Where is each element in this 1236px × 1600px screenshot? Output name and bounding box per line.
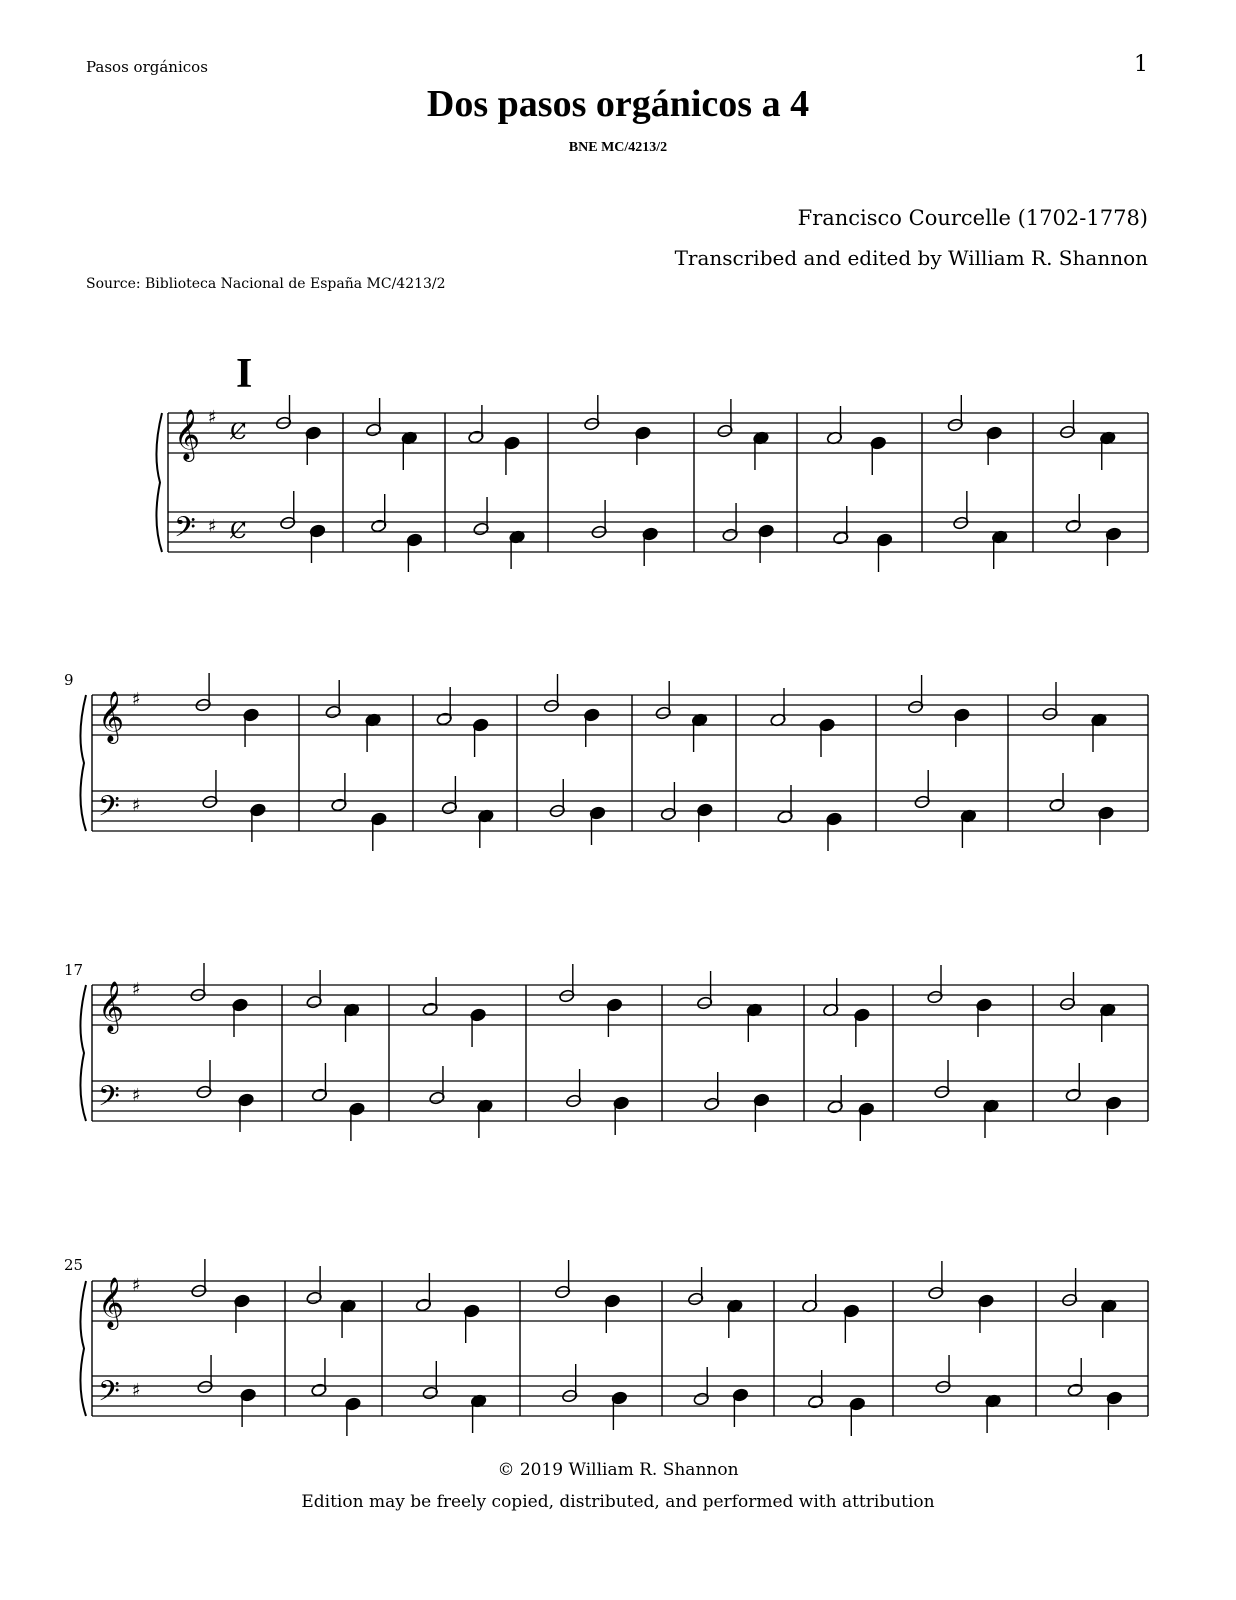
score-system-3 xyxy=(0,963,1236,1178)
bass-clef: 𝄢 xyxy=(174,511,196,551)
measure-number: 25 xyxy=(64,1258,84,1274)
measure-number: 9 xyxy=(64,673,74,689)
page-number: 1 xyxy=(1134,52,1148,77)
bass-clef: 𝄢 xyxy=(98,1080,120,1120)
copyright: © 2019 William R. Shannon xyxy=(497,1460,739,1480)
section-label: I xyxy=(236,351,253,397)
catalog-number: BNE MC/4213/2 xyxy=(568,140,668,155)
staff-brace xyxy=(156,413,162,552)
treble-clef: 𝄞 xyxy=(98,1277,125,1328)
key-signature-sharp: ♯ xyxy=(132,689,141,710)
bass-clef: 𝄢 xyxy=(98,790,120,830)
bass-clef: 𝄢 xyxy=(98,1375,120,1415)
measure-number: 17 xyxy=(64,963,84,979)
time-signature-cut: C̸ xyxy=(230,420,247,445)
key-signature-sharp: ♯ xyxy=(132,795,141,816)
key-signature-sharp: ♯ xyxy=(208,516,217,537)
key-signature-sharp: ♯ xyxy=(208,407,217,428)
editor-credit: Transcribed and edited by William R. Shannon xyxy=(674,246,1148,270)
treble-clef: 𝄞 xyxy=(174,409,201,460)
system-3-staves xyxy=(0,963,1236,1178)
running-head: Pasos orgánicos xyxy=(86,58,208,76)
license-note: Edition may be freely copied, distributed, and performed with attribution xyxy=(301,1492,935,1512)
composer: Francisco Courcelle (1702-1778) xyxy=(797,206,1148,230)
time-signature-cut: C̸ xyxy=(230,519,247,544)
system-4-staves xyxy=(0,1258,1236,1453)
treble-clef: 𝄞 xyxy=(98,981,125,1032)
score-system-1 xyxy=(0,395,1236,585)
source-note: Source: Biblioteca Nacional de España MC/4213/2 xyxy=(86,276,446,292)
treble-clef: 𝄞 xyxy=(98,691,125,742)
staff-brace xyxy=(80,695,86,831)
key-signature-sharp: ♯ xyxy=(132,1275,141,1296)
key-signature-sharp: ♯ xyxy=(132,979,141,1000)
staff-brace xyxy=(80,985,86,1121)
system-2-staves xyxy=(0,673,1236,888)
staff-brace xyxy=(80,1281,86,1416)
score-system-2 xyxy=(0,673,1236,888)
system-1-staves xyxy=(0,395,1236,585)
key-signature-sharp: ♯ xyxy=(132,1085,141,1106)
score-system-4 xyxy=(0,1258,1236,1453)
piece-title: Dos pasos orgánicos a 4 xyxy=(426,83,810,125)
key-signature-sharp: ♯ xyxy=(132,1380,141,1401)
